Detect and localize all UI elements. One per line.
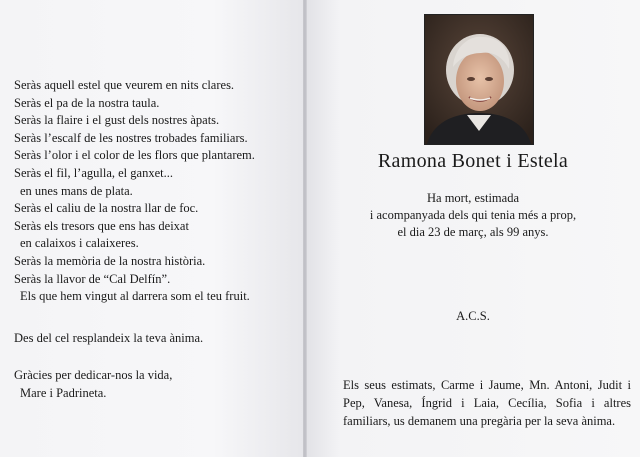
death-notice-line: i acompanyada dels qui tenia més a prop,	[369, 208, 577, 222]
poem-line: Seràs el fil, l’agulla, el ganxet...	[14, 165, 173, 180]
poem-closing: Des del cel resplandeix la teva ànima.	[14, 331, 204, 345]
poem-line: Seràs la memòria de la nostra història.	[14, 253, 206, 268]
poem-line: Seràs el caliu de la nostra llar de foc.	[14, 201, 199, 216]
death-notice-line: Ha mort, estimada	[427, 191, 519, 205]
poem-line: Els que hem vingut al darrera som el teu fruit.	[20, 289, 250, 304]
poem-line: en calaixos i calaixeres.	[20, 236, 139, 251]
death-notice	[306, 190, 640, 241]
poem-line: en unes mans de plata.	[20, 183, 133, 198]
poem-line: Seràs aquell estel que veurem en nits clares.	[14, 78, 235, 92]
poem-line: Seràs l’escalf de les nostres trobades familiars.	[14, 130, 248, 145]
poem-line: Seràs l’olor i el color de les flors que plantarem.	[14, 148, 255, 163]
family-message: Els seus estimats, Carme i Jaume, Mn. Antoni, Judit i Pep, Vanesa, Íngrid i Laia, Cecília, Sofia i altres familiars, us demanem una pregària per la seva ànima.	[343, 378, 631, 428]
portrait-photo	[424, 14, 534, 145]
poem-line: Seràs la llavor de “Cal Delfín”.	[14, 271, 171, 286]
deceased-name: Ramona Bonet i Estela	[377, 150, 569, 172]
thanks-line: Gràcies per dedicar-nos la vida,	[14, 368, 173, 382]
poem-thanks	[14, 367, 172, 402]
thanks-signature: Mare i Padrineta.	[20, 385, 107, 400]
poem	[14, 77, 299, 306]
death-notice-line: el dia 23 de març, als 99 anys.	[397, 225, 549, 239]
acs-text: A.C.S.	[456, 309, 490, 323]
poem-line: Seràs la flaire i el gust dels nostres àpats.	[14, 113, 220, 128]
poem-line: Seràs els tresors que ens has deixat	[14, 218, 189, 233]
poem-line: Seràs el pa de la nostra taula.	[14, 95, 160, 110]
